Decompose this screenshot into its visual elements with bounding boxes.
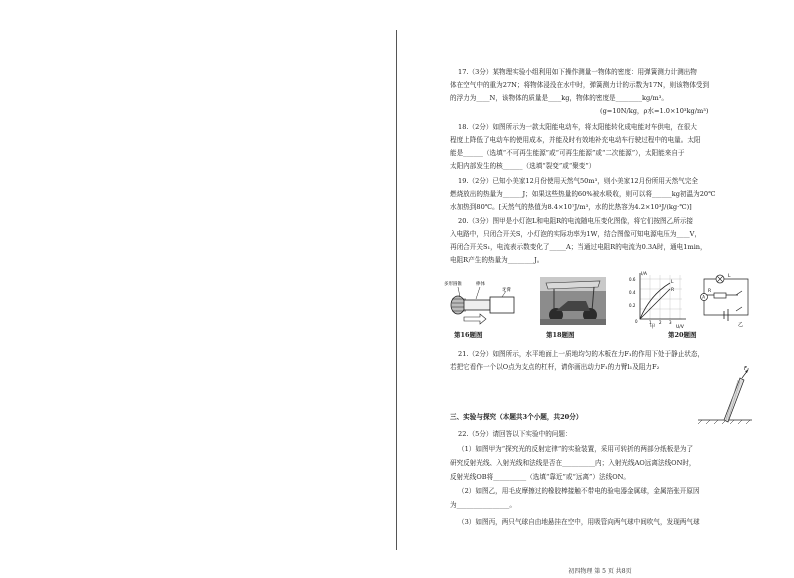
caption-fig20: 第20题图 bbox=[668, 331, 697, 339]
page-fold-line bbox=[396, 30, 397, 550]
q21-line-1: 21.（2分）如图所示，水平地面上一质地均匀的木板在力F₁的作用下处于静止状态， bbox=[458, 350, 705, 358]
q17-line-2: 体在空气中的重为27N；将物体浸没在水中时，弹簧测力计的示数为17N，则该物体受到 bbox=[450, 81, 710, 89]
q22-line-3: 研究反射光线、入射光线和法线是否在__________内；入射光线AO远离法线ON时， bbox=[450, 459, 696, 467]
figure-18-solar-ebike-photo bbox=[540, 277, 606, 325]
q19-line-2: 燃烧放出的热量为______J；如果这些热量的60%被水吸收，则可以将______kg初温为20℃ bbox=[450, 190, 716, 198]
q20-line-2: 入电路中，只闭合开关S，小灯泡的实际功率为1W，结合图像可知电源电压为____V， bbox=[450, 230, 702, 238]
y-axis-label: I/A bbox=[641, 272, 647, 277]
q20-line-4: 电阻R产生的热量为________J。 bbox=[450, 256, 544, 264]
series-label-r: R bbox=[671, 288, 675, 293]
y-tick-0.6: 0.6 bbox=[629, 277, 636, 282]
q22-line-6: 为________________。 bbox=[450, 501, 516, 509]
q18-line-2: 程度上降低了电动车的使用成本，并能及时有效地补充电动车行驶过程中的电量。太阳 bbox=[450, 136, 701, 144]
figure-16-friction-diagram bbox=[444, 275, 520, 325]
q17-line-4: (g=10N/kg，ρ水=1.0×10³kg/m³) bbox=[600, 107, 709, 115]
q18-line-4: 太阳内部发生的核______（选填“裂变”或“聚变”） bbox=[450, 162, 596, 170]
figure-20b-circuit bbox=[698, 271, 754, 327]
series-label-l: L bbox=[671, 280, 674, 285]
q18-line-3: 能是______（选填“不可再生能源”或“可再生能源”或“二次能源”），太阳能来自于 bbox=[450, 149, 685, 157]
q22-line-5: （2）如图乙，用毛皮摩擦过的橡胶棒接触不带电的验电器金属球，金属箔张开原因 bbox=[458, 487, 700, 495]
x-tick-2: 2 bbox=[659, 320, 662, 325]
q20-line-3: 再闭合开关S₁，电流表示数变化了_____A；当通过电阻R的电流为0.3A时，通电1min， bbox=[450, 243, 707, 251]
y-tick-0.4: 0.4 bbox=[629, 290, 636, 295]
q21-line-2: 若把它看作一个以O点为支点的杠杆，请你画出动力F₁的力臂l₁及阻力F₂ bbox=[450, 363, 660, 371]
x-tick-1: 1 bbox=[649, 320, 652, 325]
caption-fig16: 第16题图 bbox=[454, 331, 483, 339]
series-l-curve bbox=[640, 283, 670, 319]
force-f1-label: F₁ bbox=[744, 366, 749, 372]
q18-line-1: 18.（2分）如图所示为一款太阳能电动车，将太阳能转化成电能对车供电，在很大 bbox=[458, 123, 697, 131]
q19-line-1: 19.（2分）已知小美家12月份使用天然气50m³，则小美家12月份所用天然气完全 bbox=[458, 177, 698, 185]
fig16-label-rod: 棒体 bbox=[476, 282, 485, 287]
svg-text:A: A bbox=[702, 294, 706, 300]
fig16-label-cone: 多形圆锥 bbox=[444, 282, 462, 287]
circuit-label-l: L bbox=[728, 274, 731, 279]
q19-line-3: 水加热到80℃。[天然气的热值为8.4×10⁷J/m³，水的比热容为4.2×10³J/(kg·℃)] bbox=[450, 203, 692, 211]
q17-line-1: 17.（3分）某物理实验小组利用如下操作测量一物体的密度：用弹簧测力计测出物 bbox=[458, 68, 697, 76]
x-axis-label: U/V bbox=[676, 325, 684, 329]
y-tick-0: 0 bbox=[635, 319, 638, 324]
graph-label-jia: 甲 bbox=[650, 324, 656, 329]
series-r-line bbox=[640, 289, 670, 319]
q22-line-4: 反射光线OB将__________（选填“靠近”或“远离”）法线ON。 bbox=[450, 473, 630, 481]
x-tick-3: 3 bbox=[669, 320, 672, 325]
q22-line-1: 22.（5分）请回答以下实验中的问题： bbox=[458, 430, 572, 438]
caption-fig18: 第18题图 bbox=[546, 331, 575, 339]
y-tick-0.2: 0.2 bbox=[629, 303, 636, 308]
q22-line-7: （3）如图丙，两只气球自由地悬挂在空中，用吸管向两气球中间吹气，发现两气球 bbox=[458, 518, 700, 526]
q17-line-3: 的浮力为____N，该物体的质量是____kg，物体的密度是________kg/m³。 bbox=[450, 94, 668, 102]
figure-20a-iu-graph bbox=[626, 269, 690, 329]
circuit-label-yi: 乙 bbox=[738, 322, 744, 327]
page-footer: 初四物理 第 5 页 共8页 bbox=[568, 568, 632, 575]
fig16-label-toothpaste: 牙膏 bbox=[502, 288, 511, 293]
figures-row bbox=[444, 272, 750, 339]
q20-line-1: 20.（3分）图甲是小灯泡L和电阻R的电流随电压变化图像，将它们按图乙所示接 bbox=[458, 217, 694, 225]
q22-line-2: （1）如图甲为“探究光的反射定律”的实验装置，采用可转折的两部分纸板是为了 bbox=[458, 445, 694, 453]
section-3-heading: 三、实验与探究（本题共3个小题，共20分） bbox=[450, 413, 583, 421]
circuit-label-r: R bbox=[708, 289, 712, 294]
